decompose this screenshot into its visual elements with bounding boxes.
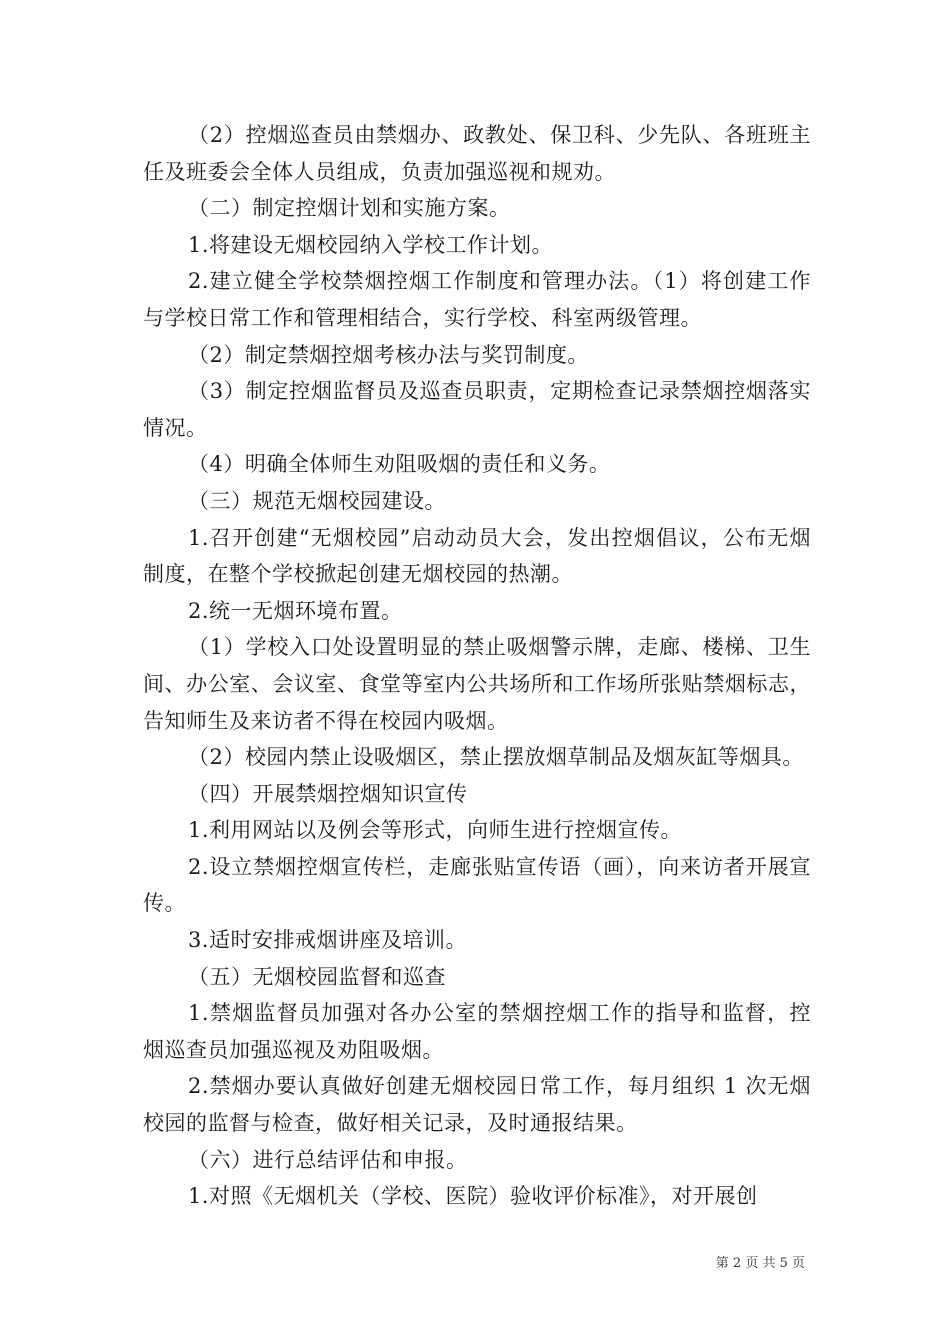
section-heading: （四）开展禁烟控烟知识宣传 [188, 781, 468, 806]
paragraph: 1.禁烟监督员加强对各办公室的禁烟控烟工作的指导和监督，控烟巡查员加强巡视及劝阻吸烟。 [143, 1001, 811, 1062]
section-heading: （六）进行总结评估和申报。 [188, 1147, 468, 1172]
section-heading: （二）制定控烟计划和实施方案。 [188, 196, 511, 221]
paragraph: （2）制定禁烟控烟考核办法与奖罚制度。 [188, 342, 589, 367]
paragraph: 2.统一无烟环境布置。 [188, 598, 403, 623]
page-number-footer: 第 2 页 共 5 页 [715, 1256, 805, 1271]
section-heading: （三）规范无烟校园建设。 [188, 488, 446, 513]
paragraph: （2）校园内禁止设吸烟区，禁止摆放烟草制品及烟灰缸等烟具。 [188, 745, 804, 770]
paragraph: 1.召开创建“无烟校园”启动动员大会，发出控烟倡议，公布无烟制度，在整个学校掀起创建无烟校园的热潮。 [143, 525, 811, 587]
paragraph: 2.设立禁烟控烟宣传栏，走廊张贴宣传语（画），向来访者开展宣传。 [143, 854, 811, 916]
paragraph: 1.利用网站以及例会等形式，向师生进行控烟宣传。 [188, 818, 683, 843]
paragraph: （1）学校入口处设置明显的禁止吸烟警示牌，走廊、楼梯、卫生间、办公室、会议室、食堂等室内公共场所和工作场所张贴禁烟标志，告知师生及来访者不得在校园内吸烟。 [143, 635, 811, 733]
paragraph: （3）制定控烟监督员及巡查员职责，定期检查记录禁烟控烟落实情况。 [143, 379, 811, 440]
paragraph: 2.建立健全学校禁烟控烟工作制度和管理办法。（1）将创建工作与学校日常工作和管理相结合，实行学校、科室两级管理。 [143, 269, 811, 330]
document-body [143, 117, 811, 1215]
paragraph: 2.禁烟办要认真做好创建无烟校园日常工作，每月组织 1 次无烟校园的监督与检查，做好相关记录，及时通报结果。 [143, 1074, 811, 1136]
paragraph: 3.适时安排戒烟讲座及培训。 [188, 928, 468, 953]
paragraph: （4）明确全体师生劝阻吸烟的责任和义务。 [188, 452, 611, 477]
section-heading: （五）无烟校园监督和巡查 [188, 964, 446, 989]
paragraph: 1.将建设无烟校园纳入学校工作计划。 [188, 232, 554, 257]
paragraph: （2）控烟巡查员由禁烟办、政教处、保卫科、少先队、各班班主任及班委会全体人员组成，负责加强巡视和规劝。 [143, 123, 811, 184]
paragraph: 1.对照《无烟机关（学校、医院）验收评价标准》，对开展创 [188, 1184, 758, 1209]
